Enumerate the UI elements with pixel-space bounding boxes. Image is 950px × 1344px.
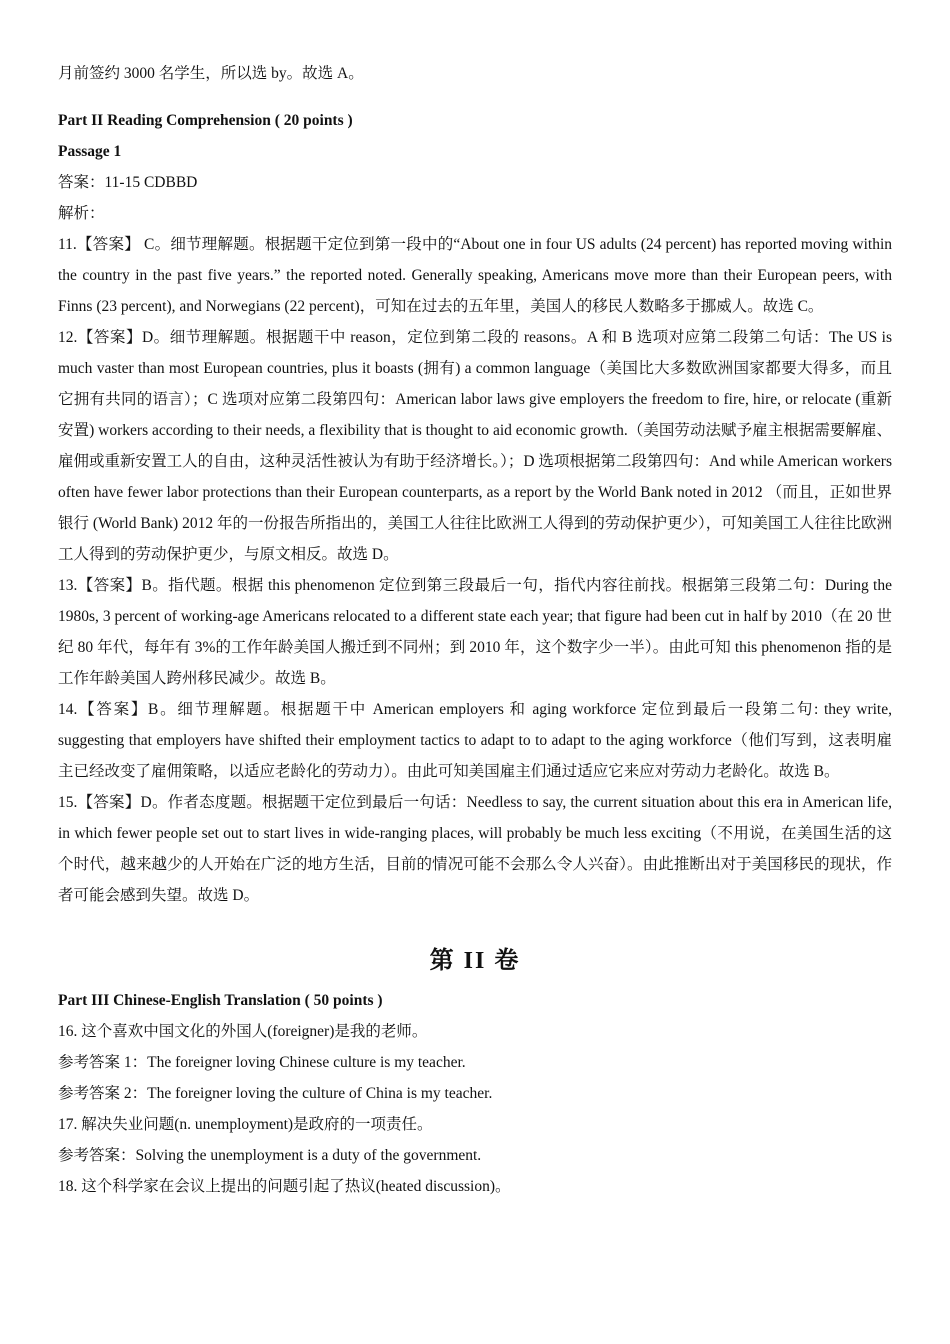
explanation-13: 13.【答案】B。指代题。根据 this phenomenon 定位到第三段最后一句，指代内容往前找。根据第三段第二句：During the 1980s, 3 percent of working-age Americans relocated to a different state each year; that figure had been cut in half by 2010（在 20 世纪 80 年代，每年有 3%的工作年龄美国人搬迁到不同州；到 2010 年，这个数字少一半）。由此可知 this phenomenon 指的是工作年龄美国人跨州移民减少。故选 B。 <box>58 577 892 687</box>
analysis-label: 解析： <box>58 205 105 222</box>
translation-a16-2: 参考答案 2：The foreigner loving the culture of China is my teacher. <box>58 1085 493 1102</box>
explanation-11: 11.【答案】 C。细节理解题。根据题干定位到第一段中的“About one in four US adults (24 percent) has reported moving within the country in the past five years.” the reported noted. Generally speaking, Americans move more than their European peers, with Finns (23 percent), and Norwegians (22 percent)，可知在过去的五年里，美国人的移民人数略多于挪威人。故选 C。 <box>58 236 892 315</box>
explanation-12: 12.【答案】D。细节理解题。根据题干中 reason，定位到第二段的 reasons。A 和 B 选项对应第二段第二句话：The US is much vaster than most European countries, plus it boasts (拥有) a common language（美国比大多数欧洲国家都要大得多，而且它拥有共同的语言）；C 选项对应第二段第四句：American labor laws give employers the freedom to fire, hire, or relocate (重新安置) workers according to their needs, a flexibility that is thought to aid economic growth.（美国劳动法赋予雇主根据需要解雇、雇佣或重新安置工人的自由，这种灵活性被认为有助于经济增长。）；D 选项根据第二段第四句：And while American workers often have fewer labor protections than their European counterparts, as a report by the World Bank noted in 2012 （而且，正如世界银行 (World Bank) 2012 年的一份报告所指出的，美国工人往往比欧洲工人得到的劳动保护更少），可知美国工人往往比欧洲工人得到的劳动保护更少，与原文相反。故选 D。 <box>58 329 893 563</box>
part3-heading: Part III Chinese-English Translation ( 50 points ) <box>58 992 383 1009</box>
explanation-15: 15.【答案】D。作者态度题。根据题干定位到最后一句话：Needless to say, the current situation about this era in American life, in which fewer people set out to start lives in wide-ranging places, will probably be much less exciting（不用说，在美国生活的这个时代，越来越少的人开始在广泛的地方生活，目前的情况可能不会那么令人兴奋）。由此推断出对于美国移民的现状，作者可能会感到失望。故选 D。 <box>58 794 892 904</box>
intro-line: 月前签约 3000 名学生，所以选 by。故选 A。 <box>58 65 364 82</box>
volume-title: 第 II 卷 <box>429 948 521 974</box>
translation-q16: 16. 这个喜欢中国文化的外国人(foreigner)是我的老师。 <box>58 1023 428 1040</box>
translation-a17: 参考答案：Solving the unemployment is a duty of the government. <box>58 1147 482 1164</box>
passage-label: Passage 1 <box>58 143 122 160</box>
explanation-14: 14.【答案】B。细节理解题。根据题干中 American employers 和 aging workforce 定位到最后一段第二句: they write, suggesting that employers have shifted their employment tactics to adapt to to adapt to the aging workforce（他们写到，这表明雇主已经改变了雇佣策略，以适应老龄化的劳动力）。由此可知美国雇主们通过适应它来应对劳动力老龄化。故选 B。 <box>58 701 892 780</box>
translation-q18: 18. 这个科学家在会议上提出的问题引起了热议(heated discussion)。 <box>58 1178 511 1195</box>
translation-q17: 17. 解决失业问题(n. unemployment)是政府的一项责任。 <box>58 1116 433 1133</box>
document-page <box>58 58 892 1202</box>
part2-heading: Part II Reading Comprehension ( 20 points ) <box>58 112 353 129</box>
translation-a16-1: 参考答案 1：The foreigner loving Chinese culture is my teacher. <box>58 1054 466 1071</box>
answers-line: 答案：11-15 CDBBD <box>58 174 198 191</box>
